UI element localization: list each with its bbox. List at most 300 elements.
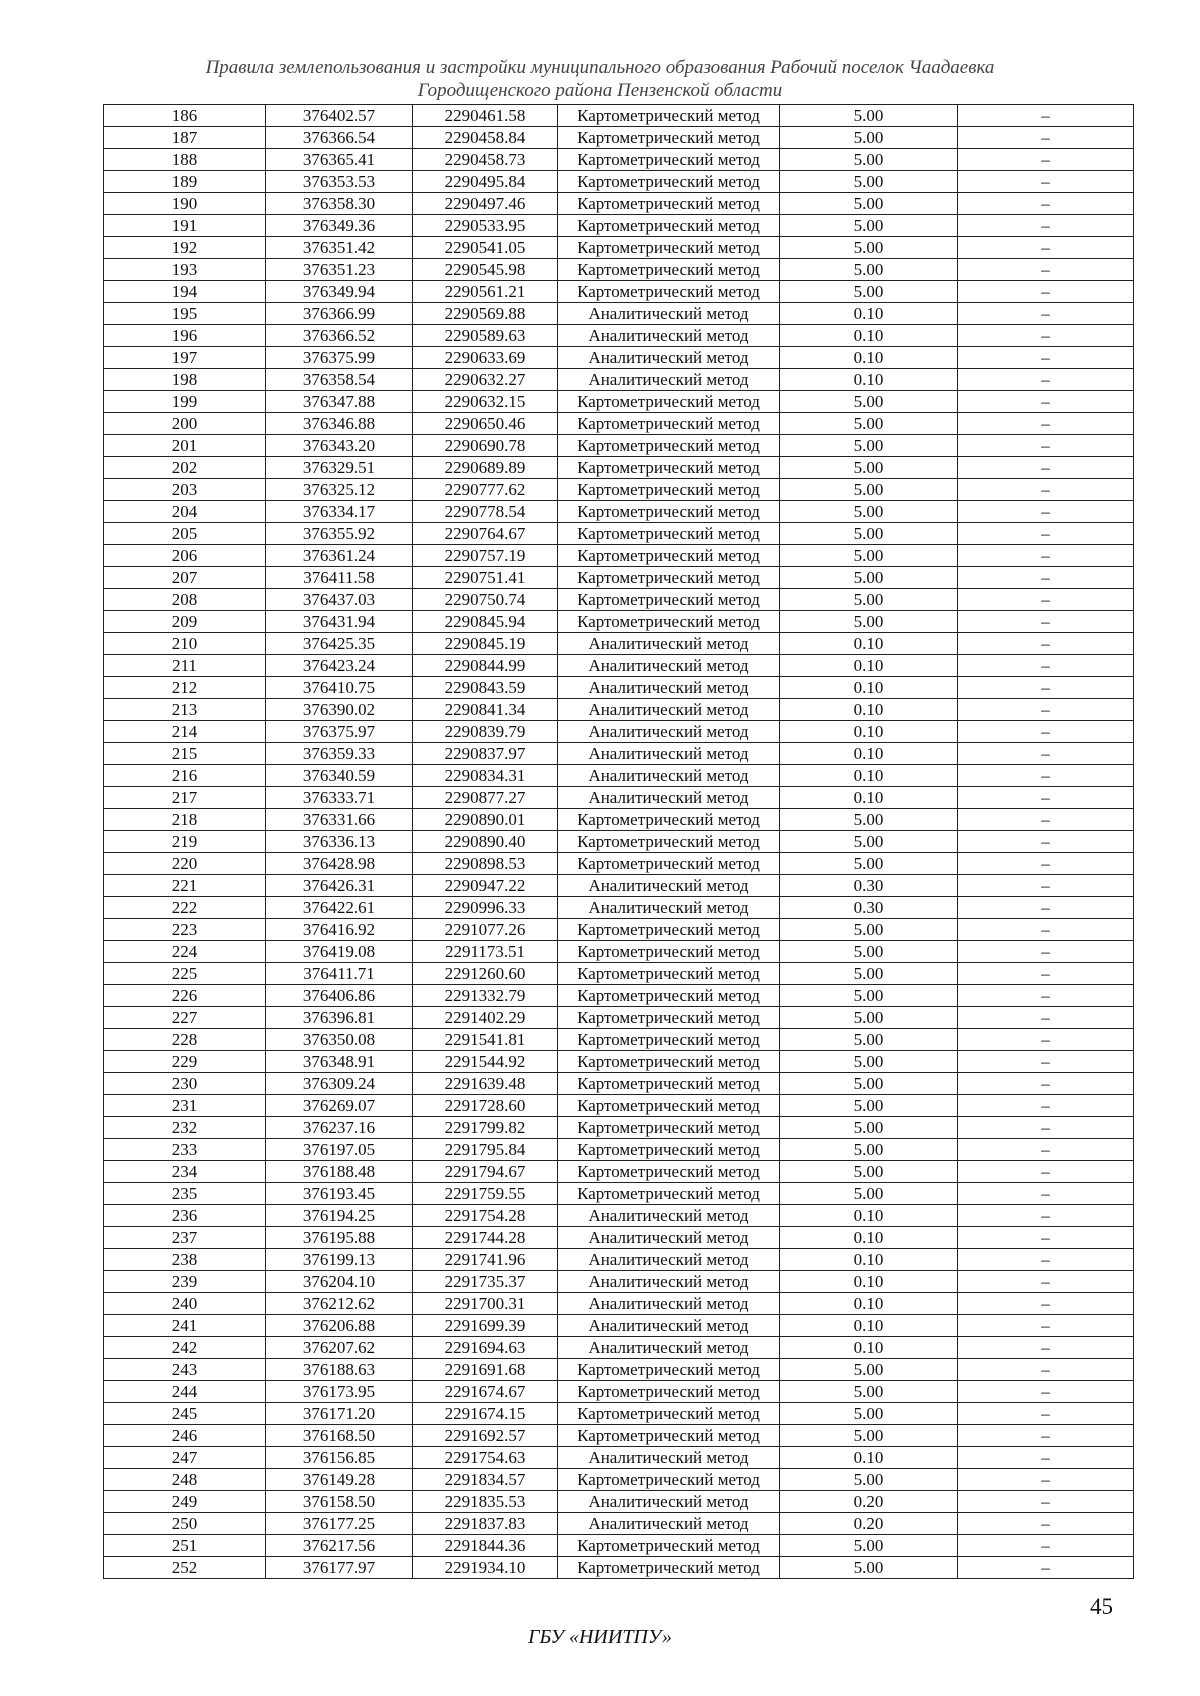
note-cell: – (958, 171, 1134, 193)
method-cell: Картометрический метод (558, 1183, 780, 1205)
method-cell: Картометрический метод (558, 1425, 780, 1447)
note-cell: – (958, 259, 1134, 281)
y-coordinate-cell: 2290947.22 (413, 875, 558, 897)
table-row (104, 1205, 1134, 1227)
accuracy-cell: 5.00 (780, 281, 958, 303)
method-cell: Аналитический метод (558, 325, 780, 347)
point-number-cell: 207 (104, 567, 266, 589)
x-coordinate-cell: 376353.53 (266, 171, 413, 193)
x-coordinate-cell: 376212.62 (266, 1293, 413, 1315)
x-coordinate-cell: 376426.31 (266, 875, 413, 897)
accuracy-cell: 5.00 (780, 545, 958, 567)
y-coordinate-cell: 2291700.31 (413, 1293, 558, 1315)
note-cell: – (958, 435, 1134, 457)
method-cell: Картометрический метод (558, 1381, 780, 1403)
x-coordinate-cell: 376361.24 (266, 545, 413, 567)
accuracy-cell: 0.10 (780, 303, 958, 325)
x-coordinate-cell: 376168.50 (266, 1425, 413, 1447)
accuracy-cell: 5.00 (780, 809, 958, 831)
point-number-cell: 232 (104, 1117, 266, 1139)
table-row (104, 1271, 1134, 1293)
y-coordinate-cell: 2290589.63 (413, 325, 558, 347)
y-coordinate-cell: 2291834.57 (413, 1469, 558, 1491)
point-number-cell: 212 (104, 677, 266, 699)
point-number-cell: 202 (104, 457, 266, 479)
y-coordinate-cell: 2291692.57 (413, 1425, 558, 1447)
accuracy-cell: 5.00 (780, 193, 958, 215)
note-cell: – (958, 347, 1134, 369)
x-coordinate-cell: 376411.71 (266, 963, 413, 985)
method-cell: Аналитический метод (558, 721, 780, 743)
point-number-cell: 223 (104, 919, 266, 941)
table-row (104, 105, 1134, 127)
y-coordinate-cell: 2290898.53 (413, 853, 558, 875)
accuracy-cell: 5.00 (780, 1117, 958, 1139)
method-cell: Картометрический метод (558, 963, 780, 985)
point-number-cell: 211 (104, 655, 266, 677)
note-cell: – (958, 1249, 1134, 1271)
method-cell: Картометрический метод (558, 105, 780, 127)
x-coordinate-cell: 376177.25 (266, 1513, 413, 1535)
accuracy-cell: 5.00 (780, 1095, 958, 1117)
x-coordinate-cell: 376402.57 (266, 105, 413, 127)
point-number-cell: 226 (104, 985, 266, 1007)
table-row (104, 1095, 1134, 1117)
x-coordinate-cell: 376171.20 (266, 1403, 413, 1425)
y-coordinate-cell: 2291794.67 (413, 1161, 558, 1183)
accuracy-cell: 5.00 (780, 589, 958, 611)
table-row (104, 325, 1134, 347)
point-number-cell: 234 (104, 1161, 266, 1183)
document-footer: ГБУ «НИИТПУ» (528, 1626, 672, 1648)
point-number-cell: 235 (104, 1183, 266, 1205)
x-coordinate-cell: 376406.86 (266, 985, 413, 1007)
table-row (104, 787, 1134, 809)
accuracy-cell: 5.00 (780, 259, 958, 281)
y-coordinate-cell: 2290533.95 (413, 215, 558, 237)
point-number-cell: 196 (104, 325, 266, 347)
header-line-2: Городищенского района Пензенской области (417, 80, 783, 101)
accuracy-cell: 5.00 (780, 127, 958, 149)
method-cell: Аналитический метод (558, 1293, 780, 1315)
method-cell: Картометрический метод (558, 1051, 780, 1073)
accuracy-cell: 0.10 (780, 633, 958, 655)
method-cell: Картометрический метод (558, 215, 780, 237)
x-coordinate-cell: 376177.97 (266, 1557, 413, 1579)
accuracy-cell: 0.10 (780, 1315, 958, 1337)
coordinates-table (103, 104, 1134, 1579)
point-number-cell: 209 (104, 611, 266, 633)
table-row (104, 897, 1134, 919)
x-coordinate-cell: 376194.25 (266, 1205, 413, 1227)
note-cell: – (958, 853, 1134, 875)
x-coordinate-cell: 376347.88 (266, 391, 413, 413)
x-coordinate-cell: 376365.41 (266, 149, 413, 171)
point-number-cell: 247 (104, 1447, 266, 1469)
accuracy-cell: 0.10 (780, 325, 958, 347)
table-row (104, 963, 1134, 985)
y-coordinate-cell: 2291759.55 (413, 1183, 558, 1205)
point-number-cell: 198 (104, 369, 266, 391)
y-coordinate-cell: 2291694.63 (413, 1337, 558, 1359)
table-row (104, 985, 1134, 1007)
point-number-cell: 205 (104, 523, 266, 545)
note-cell: – (958, 1205, 1134, 1227)
method-cell: Аналитический метод (558, 1271, 780, 1293)
accuracy-cell: 5.00 (780, 1051, 958, 1073)
y-coordinate-cell: 2290777.62 (413, 479, 558, 501)
y-coordinate-cell: 2290778.54 (413, 501, 558, 523)
accuracy-cell: 5.00 (780, 1403, 958, 1425)
note-cell: – (958, 237, 1134, 259)
table-row (104, 1535, 1134, 1557)
y-coordinate-cell: 2290632.27 (413, 369, 558, 391)
table-row (104, 127, 1134, 149)
table-row (104, 1425, 1134, 1447)
document-header (0, 56, 1200, 102)
note-cell: – (958, 1315, 1134, 1337)
point-number-cell: 187 (104, 127, 266, 149)
x-coordinate-cell: 376366.54 (266, 127, 413, 149)
y-coordinate-cell: 2290497.46 (413, 193, 558, 215)
point-number-cell: 204 (104, 501, 266, 523)
accuracy-cell: 0.10 (780, 765, 958, 787)
table-row (104, 435, 1134, 457)
note-cell: – (958, 699, 1134, 721)
method-cell: Картометрический метод (558, 985, 780, 1007)
x-coordinate-cell: 376410.75 (266, 677, 413, 699)
note-cell: – (958, 765, 1134, 787)
accuracy-cell: 5.00 (780, 1029, 958, 1051)
y-coordinate-cell: 2291799.82 (413, 1117, 558, 1139)
note-cell: – (958, 787, 1134, 809)
table-row (104, 1293, 1134, 1315)
x-coordinate-cell: 376193.45 (266, 1183, 413, 1205)
accuracy-cell: 0.20 (780, 1513, 958, 1535)
y-coordinate-cell: 2291844.36 (413, 1535, 558, 1557)
note-cell: – (958, 1491, 1134, 1513)
y-coordinate-cell: 2291744.28 (413, 1227, 558, 1249)
point-number-cell: 199 (104, 391, 266, 413)
table-row (104, 369, 1134, 391)
note-cell: – (958, 1403, 1134, 1425)
accuracy-cell: 5.00 (780, 1535, 958, 1557)
accuracy-cell: 0.10 (780, 1227, 958, 1249)
table-row (104, 655, 1134, 677)
method-cell: Картометрический метод (558, 919, 780, 941)
method-cell: Картометрический метод (558, 479, 780, 501)
note-cell: – (958, 1029, 1134, 1051)
x-coordinate-cell: 376428.98 (266, 853, 413, 875)
method-cell: Аналитический метод (558, 1205, 780, 1227)
x-coordinate-cell: 376156.85 (266, 1447, 413, 1469)
table-row (104, 259, 1134, 281)
accuracy-cell: 0.10 (780, 1293, 958, 1315)
y-coordinate-cell: 2291077.26 (413, 919, 558, 941)
note-cell: – (958, 457, 1134, 479)
x-coordinate-cell: 376422.61 (266, 897, 413, 919)
y-coordinate-cell: 2291639.48 (413, 1073, 558, 1095)
table-row (104, 193, 1134, 215)
accuracy-cell: 5.00 (780, 215, 958, 237)
y-coordinate-cell: 2291735.37 (413, 1271, 558, 1293)
y-coordinate-cell: 2290996.33 (413, 897, 558, 919)
table-row (104, 303, 1134, 325)
point-number-cell: 243 (104, 1359, 266, 1381)
method-cell: Аналитический метод (558, 699, 780, 721)
y-coordinate-cell: 2290458.73 (413, 149, 558, 171)
table-row (104, 1381, 1134, 1403)
point-number-cell: 250 (104, 1513, 266, 1535)
y-coordinate-cell: 2291741.96 (413, 1249, 558, 1271)
y-coordinate-cell: 2290845.19 (413, 633, 558, 655)
accuracy-cell: 0.10 (780, 347, 958, 369)
y-coordinate-cell: 2291754.63 (413, 1447, 558, 1469)
accuracy-cell: 5.00 (780, 1007, 958, 1029)
method-cell: Картометрический метод (558, 1073, 780, 1095)
accuracy-cell: 5.00 (780, 1381, 958, 1403)
point-number-cell: 239 (104, 1271, 266, 1293)
accuracy-cell: 5.00 (780, 1469, 958, 1491)
table-row (104, 1117, 1134, 1139)
table-row (104, 633, 1134, 655)
x-coordinate-cell: 376336.13 (266, 831, 413, 853)
method-cell: Картометрический метод (558, 281, 780, 303)
y-coordinate-cell: 2291835.53 (413, 1491, 558, 1513)
method-cell: Картометрический метод (558, 1161, 780, 1183)
accuracy-cell: 0.10 (780, 743, 958, 765)
point-number-cell: 242 (104, 1337, 266, 1359)
point-number-cell: 222 (104, 897, 266, 919)
note-cell: – (958, 655, 1134, 677)
accuracy-cell: 5.00 (780, 831, 958, 853)
point-number-cell: 186 (104, 105, 266, 127)
accuracy-cell: 5.00 (780, 1073, 958, 1095)
method-cell: Картометрический метод (558, 567, 780, 589)
y-coordinate-cell: 2290495.84 (413, 171, 558, 193)
y-coordinate-cell: 2290750.74 (413, 589, 558, 611)
method-cell: Аналитический метод (558, 633, 780, 655)
note-cell: – (958, 941, 1134, 963)
method-cell: Картометрический метод (558, 1535, 780, 1557)
x-coordinate-cell: 376340.59 (266, 765, 413, 787)
point-number-cell: 251 (104, 1535, 266, 1557)
note-cell: – (958, 1447, 1134, 1469)
y-coordinate-cell: 2290890.40 (413, 831, 558, 853)
table-row (104, 1469, 1134, 1491)
method-cell: Картометрический метод (558, 1359, 780, 1381)
table-row (104, 831, 1134, 853)
table-row (104, 1447, 1134, 1469)
point-number-cell: 219 (104, 831, 266, 853)
x-coordinate-cell: 376158.50 (266, 1491, 413, 1513)
accuracy-cell: 0.10 (780, 1271, 958, 1293)
x-coordinate-cell: 376206.88 (266, 1315, 413, 1337)
y-coordinate-cell: 2291260.60 (413, 963, 558, 985)
x-coordinate-cell: 376375.99 (266, 347, 413, 369)
note-cell: – (958, 149, 1134, 171)
table-row (104, 1359, 1134, 1381)
y-coordinate-cell: 2290650.46 (413, 413, 558, 435)
note-cell: – (958, 1359, 1134, 1381)
note-cell: – (958, 963, 1134, 985)
x-coordinate-cell: 376331.66 (266, 809, 413, 831)
x-coordinate-cell: 376269.07 (266, 1095, 413, 1117)
accuracy-cell: 5.00 (780, 237, 958, 259)
method-cell: Картометрический метод (558, 853, 780, 875)
table-row (104, 941, 1134, 963)
point-number-cell: 210 (104, 633, 266, 655)
x-coordinate-cell: 376350.08 (266, 1029, 413, 1051)
y-coordinate-cell: 2290461.58 (413, 105, 558, 127)
x-coordinate-cell: 376358.54 (266, 369, 413, 391)
y-coordinate-cell: 2291795.84 (413, 1139, 558, 1161)
method-cell: Картометрический метод (558, 1139, 780, 1161)
y-coordinate-cell: 2290877.27 (413, 787, 558, 809)
x-coordinate-cell: 376437.03 (266, 589, 413, 611)
accuracy-cell: 0.20 (780, 1491, 958, 1513)
accuracy-cell: 5.00 (780, 567, 958, 589)
point-number-cell: 244 (104, 1381, 266, 1403)
accuracy-cell: 5.00 (780, 963, 958, 985)
y-coordinate-cell: 2291332.79 (413, 985, 558, 1007)
accuracy-cell: 5.00 (780, 413, 958, 435)
point-number-cell: 229 (104, 1051, 266, 1073)
method-cell: Картометрический метод (558, 1117, 780, 1139)
x-coordinate-cell: 376333.71 (266, 787, 413, 809)
x-coordinate-cell: 376390.02 (266, 699, 413, 721)
method-cell: Картометрический метод (558, 831, 780, 853)
accuracy-cell: 0.10 (780, 721, 958, 743)
table-row (104, 545, 1134, 567)
table-row (104, 567, 1134, 589)
point-number-cell: 231 (104, 1095, 266, 1117)
x-coordinate-cell: 376351.42 (266, 237, 413, 259)
method-cell: Картометрический метод (558, 1403, 780, 1425)
x-coordinate-cell: 376325.12 (266, 479, 413, 501)
page-number: 45 (1090, 1594, 1113, 1619)
accuracy-cell: 0.10 (780, 1337, 958, 1359)
y-coordinate-cell: 2290890.01 (413, 809, 558, 831)
note-cell: – (958, 1117, 1134, 1139)
accuracy-cell: 0.30 (780, 897, 958, 919)
point-number-cell: 245 (104, 1403, 266, 1425)
y-coordinate-cell: 2290689.89 (413, 457, 558, 479)
table-row (104, 1315, 1134, 1337)
point-number-cell: 188 (104, 149, 266, 171)
y-coordinate-cell: 2290545.98 (413, 259, 558, 281)
method-cell: Картометрический метод (558, 545, 780, 567)
method-cell: Картометрический метод (558, 1469, 780, 1491)
note-cell: – (958, 589, 1134, 611)
y-coordinate-cell: 2291402.29 (413, 1007, 558, 1029)
y-coordinate-cell: 2290569.88 (413, 303, 558, 325)
point-number-cell: 227 (104, 1007, 266, 1029)
note-cell: – (958, 127, 1134, 149)
method-cell: Картометрический метод (558, 435, 780, 457)
x-coordinate-cell: 376358.30 (266, 193, 413, 215)
x-coordinate-cell: 376375.97 (266, 721, 413, 743)
x-coordinate-cell: 376425.35 (266, 633, 413, 655)
table-row (104, 523, 1134, 545)
y-coordinate-cell: 2291544.92 (413, 1051, 558, 1073)
y-coordinate-cell: 2291541.81 (413, 1029, 558, 1051)
y-coordinate-cell: 2290837.97 (413, 743, 558, 765)
note-cell: – (958, 1425, 1134, 1447)
point-number-cell: 193 (104, 259, 266, 281)
x-coordinate-cell: 376199.13 (266, 1249, 413, 1271)
point-number-cell: 241 (104, 1315, 266, 1337)
table-row (104, 1491, 1134, 1513)
point-number-cell: 208 (104, 589, 266, 611)
point-number-cell: 216 (104, 765, 266, 787)
x-coordinate-cell: 376149.28 (266, 1469, 413, 1491)
x-coordinate-cell: 376431.94 (266, 611, 413, 633)
note-cell: – (958, 479, 1134, 501)
accuracy-cell: 5.00 (780, 1183, 958, 1205)
y-coordinate-cell: 2290458.84 (413, 127, 558, 149)
accuracy-cell: 0.10 (780, 1205, 958, 1227)
method-cell: Картометрический метод (558, 457, 780, 479)
method-cell: Аналитический метод (558, 787, 780, 809)
x-coordinate-cell: 376355.92 (266, 523, 413, 545)
table-row (104, 281, 1134, 303)
y-coordinate-cell: 2290561.21 (413, 281, 558, 303)
note-cell: – (958, 1051, 1134, 1073)
accuracy-cell: 0.30 (780, 875, 958, 897)
point-number-cell: 220 (104, 853, 266, 875)
table-row (104, 1007, 1134, 1029)
accuracy-cell: 5.00 (780, 457, 958, 479)
method-cell: Картометрический метод (558, 589, 780, 611)
note-cell: – (958, 809, 1134, 831)
method-cell: Картометрический метод (558, 1557, 780, 1579)
note-cell: – (958, 369, 1134, 391)
method-cell: Аналитический метод (558, 875, 780, 897)
note-cell: – (958, 743, 1134, 765)
method-cell: Картометрический метод (558, 237, 780, 259)
point-number-cell: 248 (104, 1469, 266, 1491)
table-row (104, 215, 1134, 237)
method-cell: Аналитический метод (558, 347, 780, 369)
note-cell: – (958, 1381, 1134, 1403)
table-row (104, 171, 1134, 193)
method-cell: Картометрический метод (558, 391, 780, 413)
accuracy-cell: 0.10 (780, 369, 958, 391)
accuracy-cell: 5.00 (780, 941, 958, 963)
table-row (104, 1403, 1134, 1425)
method-cell: Аналитический метод (558, 303, 780, 325)
table-row (104, 1051, 1134, 1073)
table-row (104, 501, 1134, 523)
note-cell: – (958, 105, 1134, 127)
y-coordinate-cell: 2290757.19 (413, 545, 558, 567)
y-coordinate-cell: 2291699.39 (413, 1315, 558, 1337)
y-coordinate-cell: 2290751.41 (413, 567, 558, 589)
y-coordinate-cell: 2291837.83 (413, 1513, 558, 1535)
x-coordinate-cell: 376349.36 (266, 215, 413, 237)
accuracy-cell: 0.10 (780, 1249, 958, 1271)
point-number-cell: 190 (104, 193, 266, 215)
accuracy-cell: 0.10 (780, 787, 958, 809)
x-coordinate-cell: 376366.99 (266, 303, 413, 325)
y-coordinate-cell: 2290764.67 (413, 523, 558, 545)
y-coordinate-cell: 2291728.60 (413, 1095, 558, 1117)
x-coordinate-cell: 376359.33 (266, 743, 413, 765)
x-coordinate-cell: 376197.05 (266, 1139, 413, 1161)
accuracy-cell: 5.00 (780, 611, 958, 633)
accuracy-cell: 5.00 (780, 105, 958, 127)
